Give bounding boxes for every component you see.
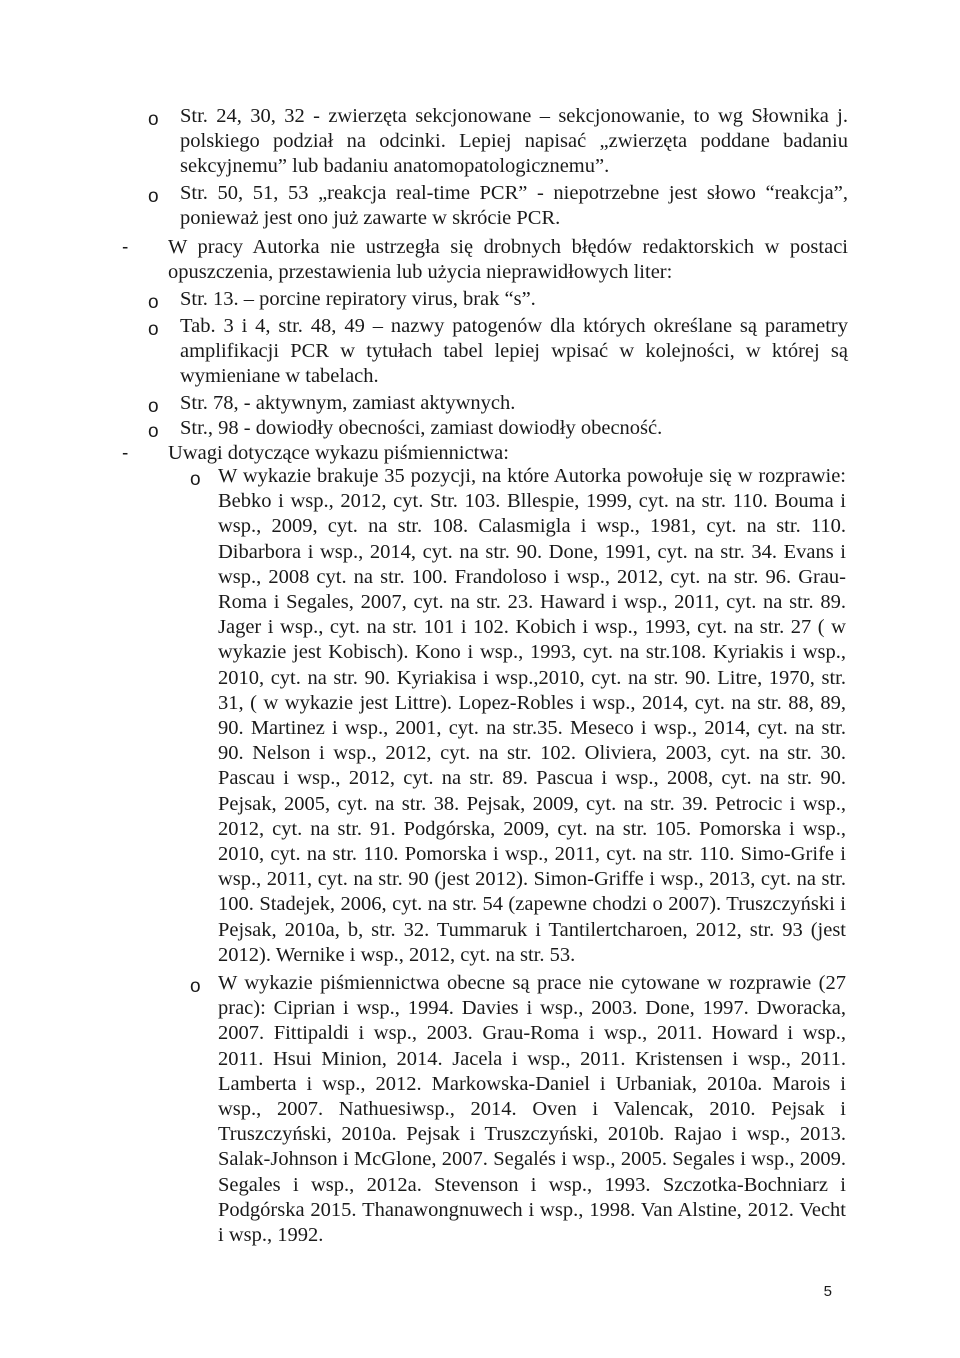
circle-bullet-icon: o (148, 421, 159, 442)
circle-bullet-icon: o (148, 319, 159, 340)
list-item: W pracy Autorka nie ustrzegła się drobnych błędów redaktorskich w postaci opuszczenia, przestawienia lub użycia nieprawidłowych liter: (168, 236, 848, 284)
list-item: Str. 24, 30, 32 - zwierzęta sekcjonowane – sekcjonowanie, to wg Słownika j. polskiego podział na odcinki. Lepiej napisać „zwierzęta poddane badaniu sekcyjnemu” lub badaniu anatomopatologicznemu”. (180, 105, 848, 178)
circle-bullet-icon: o (190, 469, 201, 490)
section-heading: Uwagi dotyczące wykazu piśmiennictwa: (168, 442, 509, 464)
list-item: W wykazie piśmiennictwa obecne są prace nie cytowane w rozprawie (27 prac): Ciprian i wsp., 1994. Davies i wsp., 2003. Done, 1997. Dworacka, 2007. Fittipaldi i wsp., 2003. Grau-Roma i wsp., 2011. Howard i wsp., 2011. Hsui Minion, 2014. Jacela i wsp., 2011. Kristensen i wsp., 2011. Lamberta i wsp., 2012. Markowska-Daniel i Urbaniak, 2010a. Marois i wsp., 2007. Nathuesiwsp., 2014. Oven i Valencak, 2010. Pejsak i Truszczyński, 2010a. Pejsak i Truszczyński, 2010b. Rajao i wsp., 2013. Salak-Johnson i McGlone, 2007. Segalés i wsp., 2005. Segales i wsp., 2009. Segales i wsp., 2012a. Stevenson i wsp., 1993. Szczotka-Bochniarz i Podgórska 2015. Thanawongnuwech i wsp., 1998. Van Alstine, 2012. Vecht i wsp., 1992. (218, 972, 846, 1247)
list-item: Str. 13. – porcine repiratory virus, brak “s”. (180, 288, 536, 310)
dash-bullet-icon: - (122, 443, 129, 464)
circle-bullet-icon: o (148, 109, 159, 130)
list-item: Str. 78, - aktywnym, zamiast aktywnych. (180, 392, 516, 414)
circle-bullet-icon: o (148, 292, 159, 313)
circle-bullet-icon: o (148, 186, 159, 207)
list-item: Str., 98 - dowiodły obecności, zamiast dowiodły obecność. (180, 417, 663, 439)
dash-bullet-icon: - (122, 237, 129, 258)
list-item: Tab. 3 i 4, str. 48, 49 – nazwy patogenów dla których określane są parametry amplifikacji PCR w tytułach tabel lepiej wpisać w kolejności, w której są wymieniane w tabelach. (180, 315, 848, 388)
circle-bullet-icon: o (190, 976, 201, 997)
list-item: W wykazie brakuje 35 pozycji, na które Autorka powołuje się w rozprawie: Bebko i wsp., 2012, cyt. Str. 103. Bllespie, 1999, cyt. na str. 110. Bouma i wsp., 2009, cyt. na str. 108. Calasmigla i wsp., 1981, cyt. na str. 110. Dibarbora i wsp., 2014, cyt. na str. 90. Done, 1991, cyt. na str. 34. Evans i wsp., 2008 cyt. na str. 100. Frandoloso i wsp., 2012, cyt. na str. 96. Grau-Roma i Segales, 2007, cyt. na str. 23. Haward i wsp., 2011, cyt. na str. 89. Jager i wsp., cyt. na str. 101 i 102. Kobich i wsp., 1993, cyt. na str. 27 ( w wykazie jest Kobisch). Kono i wsp., 1993, cyt. na str.108. Kyriakis i wsp., 2010, cyt. na str. 90. Kyriakisa i wsp.,2010, cyt. na str. 90. Litre, 1970, str. 31, ( w wykazie jest Littre). Lopez-Robles i wsp., 2014, cyt. na str. 88, 89, 90. Martinez i wsp., 2001, cyt. na str.35. Meseco i wsp., 2014, cyt. na str. 90. Nelson i wsp., 2012, cyt. na str. 102. Oliviera, 2003, cyt. na str. 30. Pascau i wsp., 2012, cyt. na str. 89. Pascua i wsp., 2008, cyt. na str. 90. Pejsak, 2005, cyt. na str. 38. Pejsak, 2009, cyt. na str. 39. Petrocic i wsp., 2012, cyt. na str. 91. Podgórska, 2009, cyt. na str. 105. Pomorska i wsp., 2010, cyt. na str. 110. Pomorska i wsp., 2011, cyt. na str. 110. Simo-Grife i wsp., 2011, cyt. na str. 90 (jest 2012). Simon-Griffe i wsp., 2013, cyt. na str. 100. Stadejek, 2006, cyt. na str. 54 (zapewne chodzi o 2007). Truszczyński i Pejsak, 2010a, b, str. 32. Tummaruk i Tantilertcharoen, 2012, str. 93 (jest 2012). Wernike i wsp., 2012, cyt. na str. 53. (218, 465, 846, 966)
circle-bullet-icon: o (148, 396, 159, 417)
list-item: Str. 50, 51, 53 „reakcja real-time PCR” - niepotrzebne jest słowo “reakcja”, ponieważ jest ono już zawarte w skrócie PCR. (180, 182, 848, 230)
page-number: 5 (823, 1283, 832, 1300)
